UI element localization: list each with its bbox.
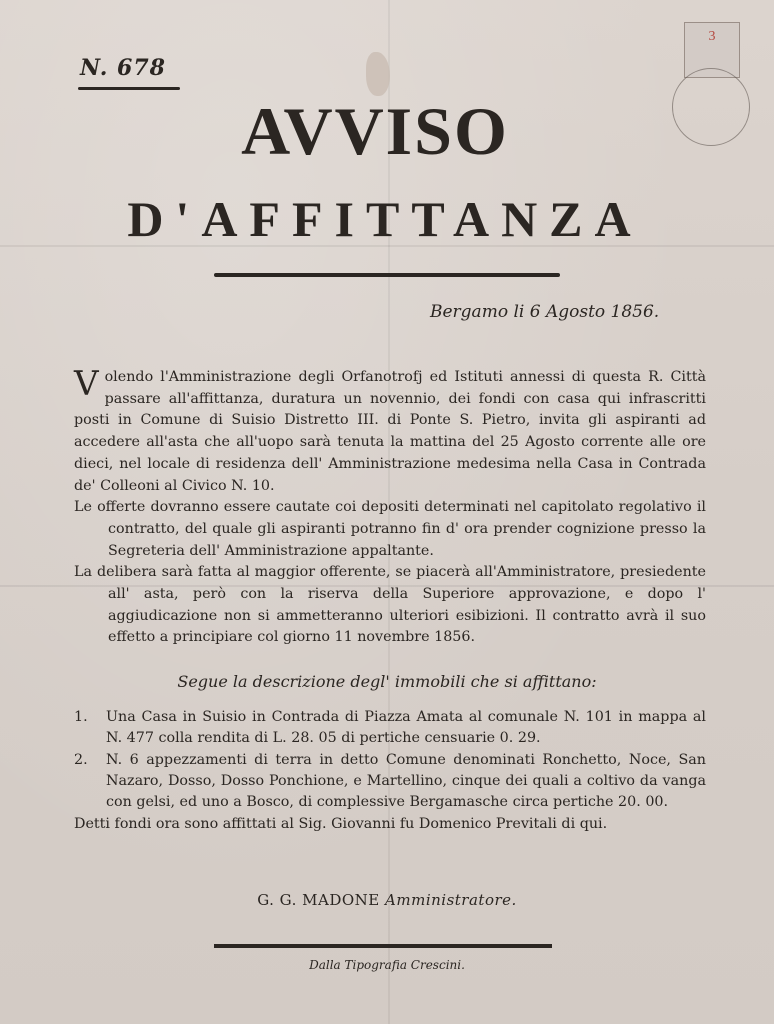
item-text: N. 6 appezzamenti di terra in detto Comune denominati Ronchetto, Noce, San Nazaro, Dosso, Dosso Ponchione, e Martellino, cinque dei quali a coltivo da vanga con gelsi, ed uno a Bosco, di complessive Bergamasche circa pertiche 20. 00. (106, 751, 706, 811)
item-number: 2. (74, 751, 88, 768)
paragraph-3: La delibera sarà fatta al maggior offerente, se piacerà all'Amministratore, presiedente all' asta, però con la riserva della Superiore approvazione, e dopo l' aggiudicazione non si ammetteranno ulteriori esibizioni. Il contratto avrà il suo effetto a principiare col giorno 11 novembre 1856. (74, 564, 706, 646)
signature (0, 891, 774, 909)
paragraph-2: Le offerte dovranno essere cautate coi depositi determinati nel capitolato regolativo il contratto, del quale gli aspiranti potranno fin d' ora prender cognizione presso la Segreteria dell' Amministrazione appaltante. (74, 499, 706, 559)
property-list (74, 707, 706, 836)
number-underline (78, 87, 180, 90)
signer-role: Amministratore. (385, 891, 517, 909)
signer-name: G. G. MADONE (257, 891, 380, 909)
title-affittanza: D'AFFITTANZA (127, 191, 643, 247)
closing-line: Detti fondi ora sono affittati al Sig. Giovanni fu Domenico Previtali di qui. (74, 816, 608, 833)
printer-imprint: Dalla Tipografia Crescini. (309, 958, 465, 972)
stamp-value: 3 (708, 29, 716, 44)
title-divider (214, 273, 560, 277)
paper-tear (366, 52, 390, 96)
footer-divider (214, 944, 552, 948)
notice-body (74, 364, 706, 649)
property-subheading: Segue la descrizione degl' immobili che si affittano: (177, 672, 597, 691)
list-item (74, 750, 706, 814)
title-avviso: AVVISO (241, 93, 509, 169)
dateline: Bergamo li 6 Agosto 1856. (430, 302, 660, 322)
item-number: 1. (74, 709, 88, 725)
item-text: Una Casa in Suisio in Contrada di Piazza Amata al comunale N. 101 in mappa al N. 477 colla rendita di L. 28. 05 di pertiche censuarie 0. 29. (106, 709, 706, 747)
list-item (74, 707, 706, 750)
notice-number: N. 678 (80, 55, 166, 81)
paragraph-1 (74, 364, 706, 497)
drop-cap: V (74, 364, 99, 404)
paragraph-1-text: olendo l'Amministrazione degli Orfanotrofj ed Istituti annessi di questa R. Città passare all'affittanza, duratura un novennio, dei fondi con casa qui infrascritti posti in Comune di Suisio Distretto III. di Ponte S. Pietro, invita gli aspiranti ad accedere all'asta che all'uopo sarà tenuta la mattina del 25 Agosto corrente alle ore dieci, nel locale di residenza dell' Amministrazione medesima nella Casa in Contrada de' Colleoni al Civico N. 10. (74, 369, 706, 494)
